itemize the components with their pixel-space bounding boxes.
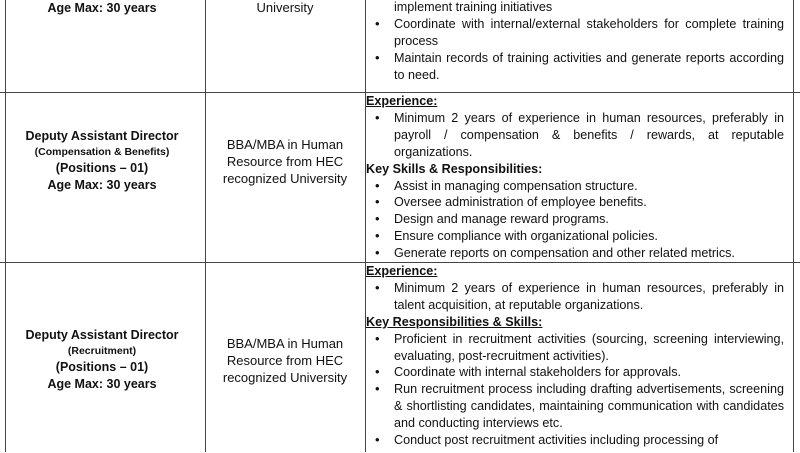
positions-count: (Positions – 01) xyxy=(55,161,149,175)
responsibility-list xyxy=(366,0,784,83)
list-item: • Proficient in recruitment activities (sourcing, screening interviewing, evaluating, post-recruitment activities). xyxy=(366,331,784,365)
job-title: Deputy Assistant Director xyxy=(25,129,179,143)
responsibility-cell xyxy=(366,93,784,262)
list-item: • Coordinate with internal stakeholders for approvals. xyxy=(366,364,784,381)
list-item: • Oversee administration of employee benefits. xyxy=(366,194,784,211)
responsibility-cell xyxy=(366,0,784,83)
qualification-text: BBA/MBA in Human Resource from HEC recognized University xyxy=(222,137,348,186)
table-row xyxy=(0,93,800,262)
experience-list xyxy=(366,280,784,314)
table-row xyxy=(0,0,800,86)
experience-heading: Experience: xyxy=(366,94,438,108)
job-cell xyxy=(0,128,204,194)
list-item: • implement training initiatives xyxy=(366,0,784,16)
job-cell xyxy=(0,327,204,393)
job-cell xyxy=(0,0,204,17)
table-row xyxy=(0,263,800,453)
experience-heading: Experience: xyxy=(366,264,438,278)
job-subtitle: (Compensation & Benefits) xyxy=(34,146,170,158)
list-item: • Generate reports on compensation and other related metrics. xyxy=(366,245,784,262)
qualification-text: BBA/MBA in Human Resource from HEC recognized University xyxy=(222,336,348,385)
experience-list xyxy=(366,110,784,161)
skills-list xyxy=(366,331,784,449)
job-title: Deputy Assistant Director xyxy=(25,328,179,342)
skills-heading: Key Skills & Responsibilities: xyxy=(366,161,543,176)
skills-heading: Key Responsibilities & Skills: xyxy=(366,314,543,329)
list-item: • Design and manage reward programs. xyxy=(366,211,784,228)
list-item: • Conduct post recruitment activities including processing of xyxy=(366,432,784,449)
positions-count: (Positions – 01) xyxy=(55,360,149,374)
list-item: • Run recruitment process including drafting advertisements, screening & shortlisting candidates, maintaining communication with candidates and conducting interviews etc. xyxy=(366,381,784,432)
list-item: • Minimum 2 years of experience in human resources, preferably in talent acquisition, at reputable organizations. xyxy=(366,280,784,314)
age-limit: Age Max: 30 years xyxy=(47,178,157,192)
responsibility-cell xyxy=(366,263,784,449)
age-limit: Age Max: 30 years xyxy=(47,1,157,15)
qualification-cell xyxy=(206,136,364,187)
list-item: • Coordinate with internal/external stakeholders for complete training process xyxy=(366,16,784,50)
qualification-cell xyxy=(206,335,364,386)
job-subtitle: (Recruitment) xyxy=(67,345,137,357)
list-item: • Assist in managing compensation structure. xyxy=(366,178,784,195)
qualification-cell xyxy=(206,0,364,16)
list-item: • Maintain records of training activities and generate reports according to need. xyxy=(366,50,784,84)
age-limit: Age Max: 30 years xyxy=(47,377,157,391)
list-item: • Ensure compliance with organizational policies. xyxy=(366,228,784,245)
list-item: • Minimum 2 years of experience in human resources, preferably in payroll / compensation & benefits / rewards, at reputable organizations. xyxy=(366,110,784,161)
skills-list xyxy=(366,178,784,263)
qualification-text: University xyxy=(256,0,314,15)
